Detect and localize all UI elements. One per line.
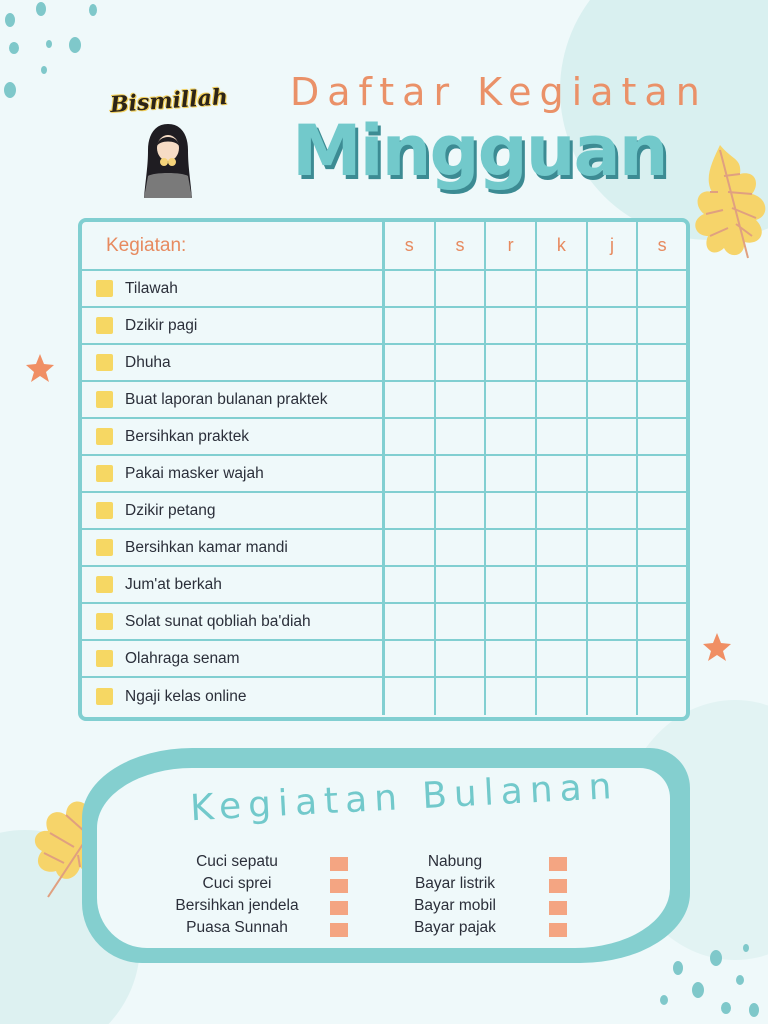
- star-icon: [25, 353, 55, 383]
- task-cell: [82, 308, 385, 343]
- day-check-cell[interactable]: [638, 530, 686, 565]
- task-rows: [82, 271, 686, 715]
- day-check-cell[interactable]: [436, 530, 487, 565]
- page-subtitle: Mingguan: [292, 110, 667, 192]
- day-check-cell[interactable]: [588, 567, 639, 602]
- day-header: [537, 222, 588, 269]
- day-check-cell[interactable]: [638, 345, 686, 380]
- day-check-cell[interactable]: [638, 419, 686, 454]
- day-check-cell[interactable]: [385, 271, 436, 306]
- star-icon: [702, 632, 732, 662]
- day-check-cell[interactable]: [537, 456, 588, 491]
- monthly-item-label: Cuci sepatu: [196, 853, 278, 870]
- hijab-girl-illustration: [140, 120, 196, 200]
- table-row: [82, 456, 686, 493]
- day-check-cell[interactable]: [436, 493, 487, 528]
- table-row: [82, 493, 686, 530]
- monthly-item-label: Bayar listrik: [414, 875, 496, 892]
- page-title: Daftar Kegiatan: [290, 70, 708, 114]
- day-check-cell[interactable]: [537, 530, 588, 565]
- task-cell: [82, 345, 385, 380]
- day-check-cell[interactable]: [436, 382, 487, 417]
- table-row: [82, 604, 686, 641]
- day-check-cell[interactable]: [385, 604, 436, 639]
- day-label: s: [455, 235, 465, 255]
- task-label: Olahraga senam: [125, 649, 240, 667]
- day-header: [588, 222, 639, 269]
- table-row: [82, 419, 686, 456]
- day-check-cell[interactable]: [588, 308, 639, 343]
- day-check-cell[interactable]: [436, 345, 487, 380]
- day-check-cell[interactable]: [588, 345, 639, 380]
- day-check-cell[interactable]: [385, 456, 436, 491]
- day-header: [436, 222, 487, 269]
- day-check-cell[interactable]: [638, 567, 686, 602]
- task-cell: [82, 604, 385, 639]
- monthly-checkbox[interactable]: [330, 879, 348, 893]
- task-cell: [82, 641, 385, 676]
- day-check-cell[interactable]: [588, 271, 639, 306]
- table-row: [82, 567, 686, 604]
- day-label: j: [609, 235, 614, 255]
- raindrop-dots-bottom-right: [650, 940, 768, 1024]
- task-cell: [82, 419, 385, 454]
- task-checkbox[interactable]: [96, 465, 113, 482]
- task-label: Bersihkan kamar mandi: [125, 538, 288, 556]
- task-cell: [82, 530, 385, 565]
- task-label: Ngaji kelas online: [125, 687, 247, 705]
- table-row: [82, 641, 686, 678]
- monthly-item-label: Bayar pajak: [414, 919, 496, 936]
- day-check-cell[interactable]: [638, 271, 686, 306]
- monthly-item-label: Bersihkan jendela: [175, 897, 299, 914]
- monthly-item-label: Puasa Sunnah: [186, 919, 288, 936]
- task-label: Bersihkan praktek: [125, 427, 250, 445]
- monthly-item-label: Cuci sprei: [202, 875, 272, 892]
- day-check-cell[interactable]: [436, 308, 487, 343]
- day-check-cell[interactable]: [436, 604, 487, 639]
- day-check-cell[interactable]: [537, 604, 588, 639]
- day-check-cell[interactable]: [436, 456, 487, 491]
- day-check-cell[interactable]: [537, 678, 588, 715]
- day-header: [486, 222, 537, 269]
- monthly-checkbox[interactable]: [330, 901, 348, 915]
- day-check-cell[interactable]: [486, 382, 537, 417]
- day-check-cell[interactable]: [385, 567, 436, 602]
- day-label: s: [404, 235, 414, 255]
- day-check-cell[interactable]: [638, 493, 686, 528]
- task-label: Solat sunat qobliah ba'diah: [125, 612, 311, 630]
- table-row: [82, 382, 686, 419]
- task-checkbox[interactable]: [96, 688, 113, 705]
- task-checkbox[interactable]: [96, 317, 113, 334]
- day-check-cell[interactable]: [638, 308, 686, 343]
- day-check-cell[interactable]: [385, 308, 436, 343]
- day-check-cell[interactable]: [638, 382, 686, 417]
- day-label: r: [507, 235, 514, 255]
- monthly-checkbox[interactable]: [549, 923, 567, 937]
- table-header-row: [82, 222, 686, 271]
- task-checkbox[interactable]: [96, 428, 113, 445]
- day-check-cell[interactable]: [588, 604, 639, 639]
- table-row: [82, 345, 686, 382]
- day-check-cell[interactable]: [385, 493, 436, 528]
- day-header: [385, 222, 436, 269]
- task-cell: [82, 678, 385, 715]
- task-checkbox[interactable]: [96, 280, 113, 297]
- day-check-cell[interactable]: [638, 456, 686, 491]
- day-check-cell[interactable]: [588, 530, 639, 565]
- day-check-cell[interactable]: [385, 345, 436, 380]
- day-check-cell[interactable]: [385, 530, 436, 565]
- day-check-cell[interactable]: [537, 641, 588, 676]
- day-check-cell[interactable]: [385, 641, 436, 676]
- table-row: [82, 678, 686, 715]
- day-check-cell[interactable]: [385, 419, 436, 454]
- day-label: k: [556, 235, 566, 255]
- day-check-cell[interactable]: [537, 308, 588, 343]
- task-cell: [82, 271, 385, 306]
- task-checkbox[interactable]: [96, 613, 113, 630]
- day-check-cell[interactable]: [537, 345, 588, 380]
- day-check-cell[interactable]: [486, 456, 537, 491]
- task-cell: [82, 456, 385, 491]
- day-check-cell[interactable]: [588, 641, 639, 676]
- raindrop-dots-top-left: [0, 0, 110, 110]
- monthly-checkbox[interactable]: [549, 879, 567, 893]
- day-check-cell[interactable]: [486, 604, 537, 639]
- task-label: Dzikir petang: [125, 501, 216, 519]
- task-checkbox[interactable]: [96, 502, 113, 519]
- day-check-cell[interactable]: [436, 419, 487, 454]
- day-check-cell[interactable]: [385, 382, 436, 417]
- day-check-cell[interactable]: [486, 567, 537, 602]
- day-check-cell[interactable]: [385, 678, 436, 715]
- table-row: [82, 308, 686, 345]
- weekly-checklist-table: [78, 218, 690, 721]
- task-label: Dhuha: [125, 353, 171, 371]
- day-check-cell[interactable]: [588, 419, 639, 454]
- task-label: Jum'at berkah: [125, 575, 222, 593]
- monthly-checkbox[interactable]: [330, 857, 348, 871]
- task-cell: [82, 567, 385, 602]
- task-cell: [82, 382, 385, 417]
- day-check-cell[interactable]: [638, 604, 686, 639]
- day-check-cell[interactable]: [638, 641, 686, 676]
- day-check-cell[interactable]: [638, 678, 686, 715]
- task-label: Tilawah: [125, 279, 178, 297]
- day-check-cell[interactable]: [537, 271, 588, 306]
- day-check-cell[interactable]: [486, 345, 537, 380]
- day-check-cell[interactable]: [588, 493, 639, 528]
- day-check-cell[interactable]: [486, 419, 537, 454]
- day-check-cell[interactable]: [436, 567, 487, 602]
- day-check-cell[interactable]: [486, 530, 537, 565]
- monthly-title: Kegiatan Bulanan: [189, 765, 620, 830]
- day-check-cell[interactable]: [436, 271, 487, 306]
- task-label: Dzikir pagi: [125, 316, 198, 334]
- day-header: [638, 222, 686, 269]
- day-check-cell[interactable]: [537, 493, 588, 528]
- logo-text: Bismillah: [109, 83, 229, 119]
- task-checkbox[interactable]: [96, 650, 113, 667]
- task-label: Pakai masker wajah: [125, 464, 264, 482]
- day-check-cell[interactable]: [486, 493, 537, 528]
- table-row: [82, 271, 686, 308]
- task-column-header: [82, 222, 385, 269]
- day-check-cell[interactable]: [486, 271, 537, 306]
- day-check-cell[interactable]: [537, 419, 588, 454]
- monthly-item-label: Bayar mobil: [414, 897, 496, 914]
- day-check-cell[interactable]: [436, 641, 487, 676]
- day-check-cell[interactable]: [486, 678, 537, 715]
- task-checkbox[interactable]: [96, 354, 113, 371]
- day-check-cell[interactable]: [588, 456, 639, 491]
- monthly-checkbox[interactable]: [549, 857, 567, 871]
- task-checkbox[interactable]: [96, 391, 113, 408]
- task-checkbox[interactable]: [96, 576, 113, 593]
- day-check-cell[interactable]: [436, 678, 487, 715]
- day-check-cell[interactable]: [486, 641, 537, 676]
- task-header-label: Kegiatan:: [106, 234, 187, 256]
- day-check-cell[interactable]: [537, 567, 588, 602]
- monthly-checkbox[interactable]: [330, 923, 348, 937]
- task-label: Buat laporan bulanan praktek: [125, 390, 328, 408]
- task-cell: [82, 493, 385, 528]
- day-check-cell[interactable]: [537, 382, 588, 417]
- autumn-leaf-icon: [690, 140, 768, 265]
- monthly-item-label: Nabung: [427, 853, 483, 870]
- day-label: s: [657, 235, 667, 255]
- table-row: [82, 530, 686, 567]
- monthly-checkbox[interactable]: [549, 901, 567, 915]
- day-check-cell[interactable]: [588, 382, 639, 417]
- day-check-cell[interactable]: [486, 308, 537, 343]
- day-check-cell[interactable]: [588, 678, 639, 715]
- task-checkbox[interactable]: [96, 539, 113, 556]
